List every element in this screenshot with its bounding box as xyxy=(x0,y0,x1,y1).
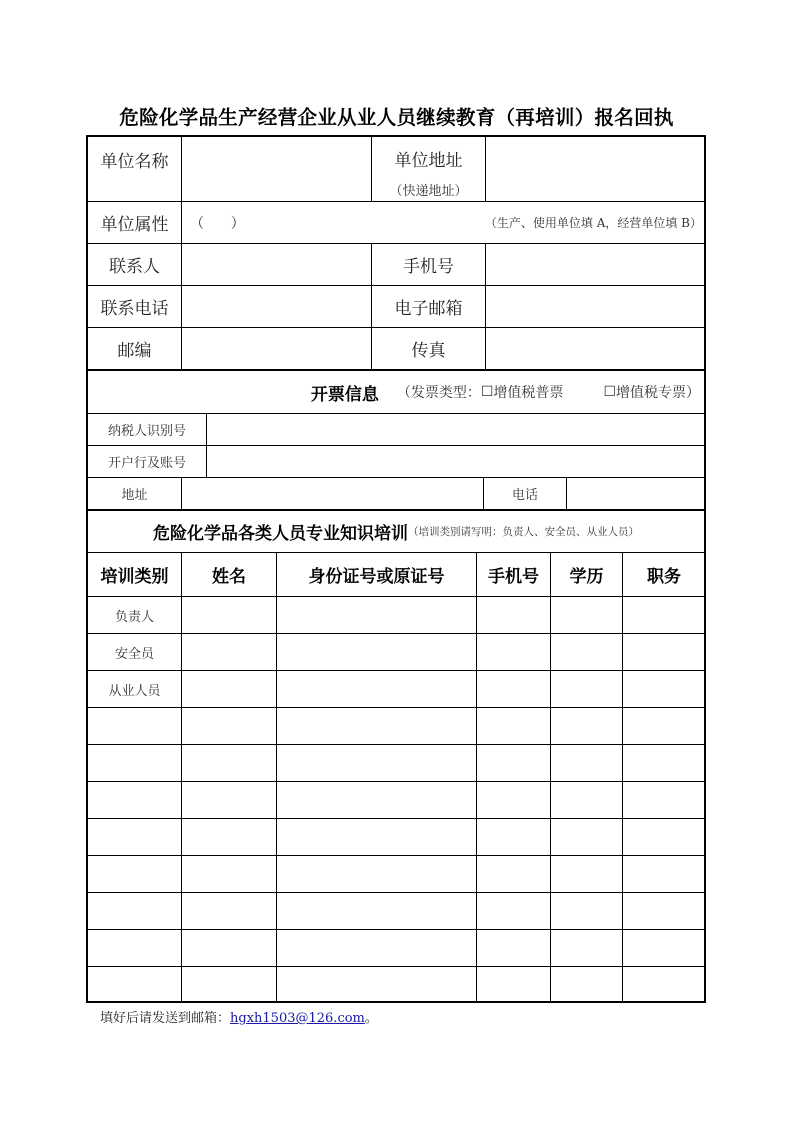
table-cell-id-number[interactable] xyxy=(277,597,476,633)
table-cell-training-type: 从业人员 xyxy=(108,683,161,699)
column-header-name: 姓名 xyxy=(212,567,246,587)
invoice-type-prefix: （发票类型： xyxy=(396,385,481,401)
table-cell-mobile[interactable] xyxy=(477,708,550,744)
table-cell-training-type: 安全员 xyxy=(114,646,154,662)
table-cell-position[interactable] xyxy=(623,856,705,892)
table-cell-mobile[interactable] xyxy=(477,782,550,818)
table-cell-education[interactable] xyxy=(551,819,622,855)
taxpayer-id-field[interactable] xyxy=(207,414,705,445)
table-cell-id-number[interactable] xyxy=(277,745,476,781)
table-cell-mobile[interactable] xyxy=(477,819,550,855)
company-address-sublabel: （快递地址） xyxy=(389,183,468,199)
invoice-address-label: 地址 xyxy=(121,488,148,503)
company-name-label: 单位名称 xyxy=(100,151,169,172)
table-cell-education[interactable] xyxy=(551,930,622,966)
footer-text: 填好后请发送到邮箱： xyxy=(100,1011,231,1026)
table-cell-position[interactable] xyxy=(623,708,705,744)
table-cell-id-number[interactable] xyxy=(277,819,476,855)
table-cell-education[interactable] xyxy=(551,597,622,633)
table-cell-mobile[interactable] xyxy=(477,967,550,1003)
checkbox-regular-invoice[interactable]: ☐ xyxy=(480,384,494,400)
table-cell-position[interactable] xyxy=(623,671,705,707)
table-cell-education[interactable] xyxy=(551,856,622,892)
table-cell-id-number[interactable] xyxy=(277,708,476,744)
table-cell-id-number[interactable] xyxy=(277,634,476,670)
email-field[interactable] xyxy=(486,286,705,327)
contact-person-label: 联系人 xyxy=(109,257,160,277)
table-cell-training-type[interactable] xyxy=(88,819,181,855)
table-cell-position[interactable] xyxy=(623,782,705,818)
invoice-type-suffix: ） xyxy=(686,385,700,401)
invoice-phone-field[interactable] xyxy=(567,478,705,509)
table-cell-training-type[interactable] xyxy=(88,782,181,818)
taxpayer-id-label: 纳税人识别号 xyxy=(107,424,186,439)
table-cell-id-number[interactable] xyxy=(277,930,476,966)
table-cell-mobile[interactable] xyxy=(477,597,550,633)
fax-field[interactable] xyxy=(486,328,705,369)
table-cell-position[interactable] xyxy=(623,930,705,966)
table-cell-name[interactable] xyxy=(182,819,276,855)
postcode-label: 邮编 xyxy=(117,341,152,361)
table-cell-education[interactable] xyxy=(551,708,622,744)
table-cell-training-type[interactable] xyxy=(88,893,181,929)
table-cell-id-number[interactable] xyxy=(277,782,476,818)
table-cell-id-number[interactable] xyxy=(277,671,476,707)
table-cell-name[interactable] xyxy=(182,671,276,707)
option-special-invoice-label: 增值税专票 xyxy=(616,385,686,401)
table-cell-name[interactable] xyxy=(182,782,276,818)
company-attribute-label: 单位属性 xyxy=(100,215,169,235)
table-cell-position[interactable] xyxy=(623,893,705,929)
table-cell-position[interactable] xyxy=(623,597,705,633)
company-attribute-note: （生产、使用单位填 A，经营单位填 B） xyxy=(484,216,702,230)
invoice-address-field[interactable] xyxy=(182,478,483,509)
email-link[interactable]: hgxh1503@126.com xyxy=(230,1011,365,1026)
table-cell-training-type[interactable] xyxy=(88,930,181,966)
table-cell-mobile[interactable] xyxy=(477,634,550,670)
table-cell-training-type: 负责人 xyxy=(114,609,154,625)
table-cell-training-type[interactable] xyxy=(88,745,181,781)
table-cell-name[interactable] xyxy=(182,893,276,929)
column-header-id-number: 身份证号或原证号 xyxy=(308,567,445,587)
column-header-position: 职务 xyxy=(647,567,681,587)
mobile-label: 手机号 xyxy=(403,257,454,277)
company-address-label: 单位地址 xyxy=(394,150,463,171)
fax-label: 传真 xyxy=(411,341,446,361)
table-cell-education[interactable] xyxy=(551,782,622,818)
column-header-education: 学历 xyxy=(569,567,604,587)
table-cell-training-type[interactable] xyxy=(88,856,181,892)
table-cell-name[interactable] xyxy=(182,634,276,670)
column-header-mobile: 手机号 xyxy=(488,567,539,587)
training-heading: 危险化学品各类人员专业知识培训 xyxy=(153,524,408,544)
table-cell-education[interactable] xyxy=(551,671,622,707)
table-cell-id-number[interactable] xyxy=(277,893,476,929)
table-cell-position[interactable] xyxy=(623,634,705,670)
table-cell-position[interactable] xyxy=(623,967,705,1003)
table-cell-education[interactable] xyxy=(551,967,622,1003)
bank-account-label: 开户行及账号 xyxy=(107,456,186,471)
table-cell-training-type[interactable] xyxy=(88,967,181,1003)
phone-field[interactable] xyxy=(182,286,371,327)
table-cell-name[interactable] xyxy=(182,745,276,781)
invoice-phone-label: 电话 xyxy=(511,488,538,503)
table-cell-name[interactable] xyxy=(182,597,276,633)
table-cell-education[interactable] xyxy=(551,745,622,781)
table-cell-id-number[interactable] xyxy=(277,967,476,1003)
table-cell-education[interactable] xyxy=(551,634,622,670)
training-header xyxy=(88,511,704,552)
footer-end: 。 xyxy=(364,1011,378,1026)
company-address-field[interactable] xyxy=(486,137,705,201)
table-cell-mobile[interactable] xyxy=(477,671,550,707)
company-name-field[interactable] xyxy=(182,137,371,201)
table-cell-training-type[interactable] xyxy=(88,708,181,744)
table-cell-mobile[interactable] xyxy=(477,856,550,892)
table-cell-mobile[interactable] xyxy=(477,745,550,781)
table-cell-name[interactable] xyxy=(182,708,276,744)
footer-note xyxy=(100,1007,378,1026)
invoice-header xyxy=(88,371,704,413)
checkbox-special-invoice[interactable]: ☐ xyxy=(603,384,616,400)
column-header-training-type: 培训类别 xyxy=(100,567,169,587)
table-cell-education[interactable] xyxy=(551,893,622,929)
company-attribute-field[interactable]: （ ） xyxy=(190,215,245,232)
phone-label: 联系电话 xyxy=(100,299,169,319)
postcode-field[interactable] xyxy=(182,328,371,369)
table-cell-mobile[interactable] xyxy=(477,893,550,929)
bank-account-field[interactable] xyxy=(207,446,705,477)
form-title: 危险化学品生产经营企业从业人员继续教育（再培训）报名回执 xyxy=(119,106,674,129)
table-cell-id-number[interactable] xyxy=(277,856,476,892)
email-label: 电子邮箱 xyxy=(394,299,463,319)
table-cell-name[interactable] xyxy=(182,856,276,892)
option-regular-invoice-label: 增值税普票 xyxy=(493,385,564,401)
table-cell-name[interactable] xyxy=(182,930,276,966)
mobile-field[interactable] xyxy=(486,244,705,285)
table-cell-position[interactable] xyxy=(623,745,705,781)
table-cell-position[interactable] xyxy=(623,819,705,855)
table-cell-mobile[interactable] xyxy=(477,930,550,966)
training-note: （培训类别请写明：负责人、安全员、从业人员） xyxy=(408,526,639,538)
contact-person-field[interactable] xyxy=(182,244,371,285)
invoice-heading: 开票信息 xyxy=(310,384,379,405)
table-cell-name[interactable] xyxy=(182,967,276,1003)
